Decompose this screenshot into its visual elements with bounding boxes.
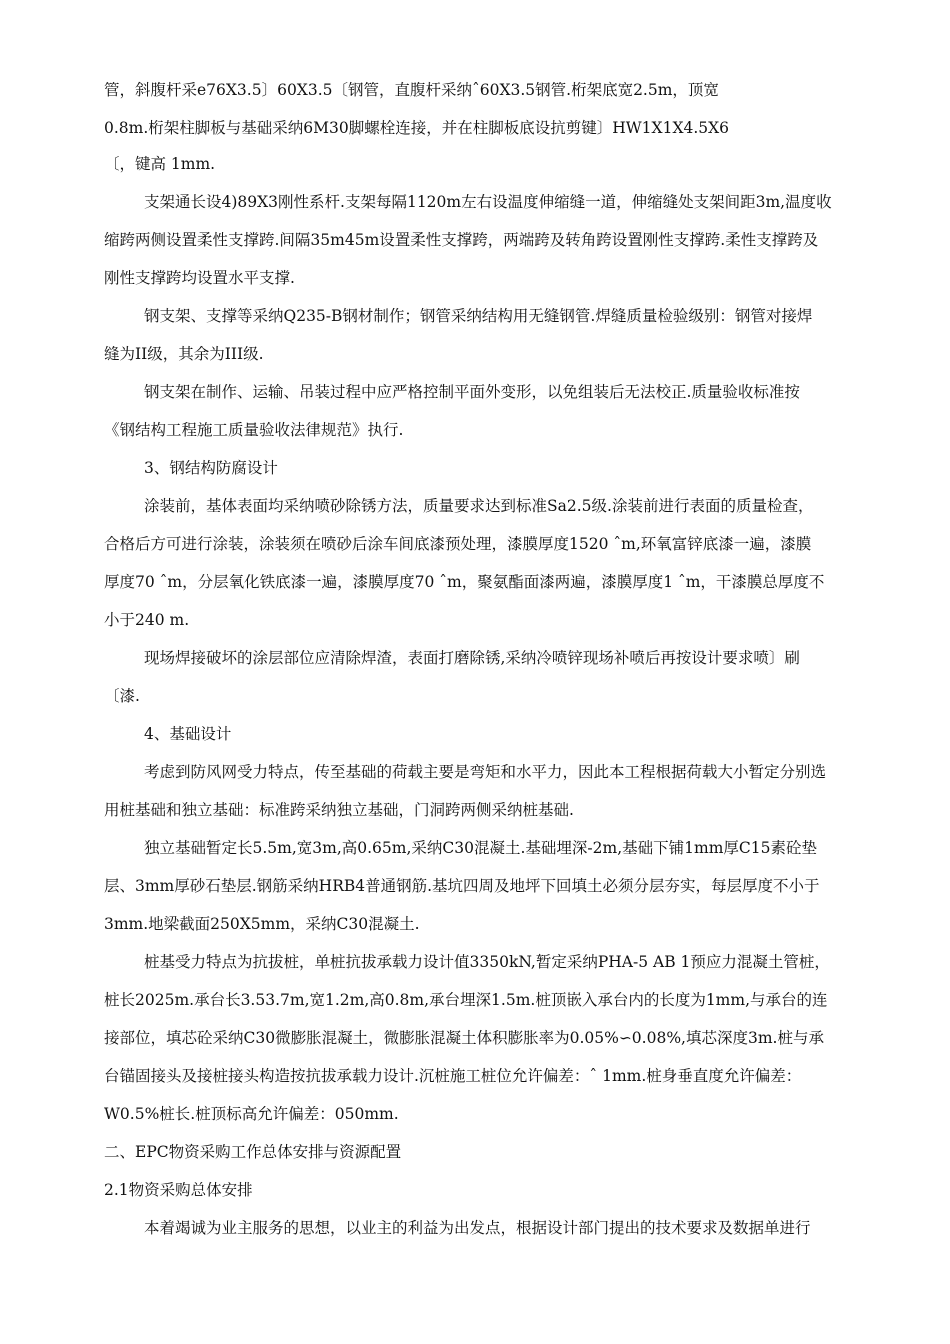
section-heading: 二、EPC物资采购工作总体安排与资源配置 xyxy=(104,1143,402,1161)
paragraph-line: 本着竭诚为业主服务的思想，以业主的利益为出发点，根据设计部门提出的技术要求及数据单进行 xyxy=(144,1219,811,1237)
paragraph-line: 桩基受力特点为抗拔桩，单桩抗拔承载力设计值3350kN,暂定采纳PHA-5 AB 1预应力混凝土管桩， xyxy=(144,953,830,971)
paragraph-line: 接部位，填芯砼采纳C30微膨胀混凝土，微膨胀混凝土体积膨胀率为0.05%∽0.08%,填芯深度3m.桩与承 xyxy=(104,1029,824,1047)
paragraph-line: 《钢结构工程施工质量验收法律规范》执行. xyxy=(104,421,404,439)
paragraph-line: 缝为II级，其余为III级. xyxy=(104,345,264,363)
paragraph-line: 台锚固接头及接桩接头构造按抗拔承载力设计.沉桩施工桩位允许偏差：ˆ 1mm.桩身垂直度允许偏差： xyxy=(104,1067,802,1085)
document-page xyxy=(104,78,894,1240)
paragraph-line: 独立基础暂定长5.5m,宽3m,高0.65m,采纳C30混凝土.基础埋深-2m,基础下铺1mm厚C15素砼垫 xyxy=(144,839,817,857)
paragraph-line: W0.5%桩长.桩顶标高允许偏差：050mm. xyxy=(104,1105,399,1123)
paragraph-line: 〔漆. xyxy=(104,687,140,705)
paragraph-line: 刚性支撑跨均设置水平支撑. xyxy=(104,269,295,287)
paragraph-line: 现场焊接破坏的涂层部位应清除焊渣，表面打磨除锈,采纳冷喷锌现场补喷后再按设计要求喷〕刷 xyxy=(144,649,800,667)
paragraph-line: 涂装前，基体表面均采纳喷砂除锈方法，质量要求达到标准Sa2.5级.涂装前进行表面的质量检查， xyxy=(144,497,814,515)
paragraph-line: 小于240 m. xyxy=(104,611,190,629)
paragraph-line: 合格后方可进行涂装，涂装须在喷砂后涂车间底漆预处理，漆膜厚度1520 ˆm,环氧富锌底漆一遍，漆膜 xyxy=(104,535,812,553)
section-heading: 4、基础设计 xyxy=(144,725,232,743)
paragraph-line: 钢支架、支撑等采纳Q235-B钢材制作；钢管采纳结构用无缝钢管.焊缝质量检验级别：钢管对接焊 xyxy=(144,307,813,325)
paragraph-line: 0.8m.桁架柱脚板与基础采纳6M30脚螺栓连接，并在柱脚板底设抗剪键〕HW1X1X4.5X6 xyxy=(104,119,730,137)
paragraph-line: 〔，键高 1mm. xyxy=(104,155,216,173)
paragraph-line: 缩跨两侧设置柔性支撑跨.间隔35m45m设置柔性支撑跨，两端跨及转角跨设置刚性支撑跨.柔性支撑跨及 xyxy=(104,231,819,249)
paragraph-line: 厚度70 ˆm，分层氧化铁底漆一遍，漆膜厚度70 ˆm，聚氨酯面漆两遍，漆膜厚度1 ˆm，干漆膜总厚度不 xyxy=(104,573,825,591)
paragraph-line: 层、3mm厚砂石垫层.钢筋采纳HRB4普通钢筋.基坑四周及地坪下回填土必须分层夯实，每层厚度不小于 xyxy=(104,877,820,895)
paragraph-line: 管，斜腹杆采e76X3.5〕60X3.5〔钢管，直腹杆采纳ˆ60X3.5钢管.桁架底宽2.5m，顶宽 xyxy=(104,81,719,99)
paragraph-line: 支架通长设4)89X3刚性系杆.支架每隔1120m左右设温度伸缩缝一道，伸缩缝处支架间距3m,温度收 xyxy=(144,193,832,211)
paragraph-line: 桩长2025m.承台长3.53.7m,宽1.2m,高0.8m,承台埋深1.5m.桩顶嵌入承台内的长度为1mm,与承台的连 xyxy=(104,991,828,1009)
paragraph-line: 用桩基础和独立基础：标准跨采纳独立基础，门洞跨两侧采纳桩基础. xyxy=(104,801,574,819)
paragraph-line: 钢支架在制作、运输、吊装过程中应严格控制平面外变形，以免组装后无法校正.质量验收标准按 xyxy=(144,383,800,401)
paragraph-line: 考虑到防风网受力特点，传至基础的荷载主要是弯矩和水平力，因此本工程根据荷载大小暂定分别选 xyxy=(144,763,827,781)
paragraph-line: 3mm.地梁截面250X5mm，采纳C30混凝土. xyxy=(104,915,420,933)
subsection-heading: 2.1物资采购总体安排 xyxy=(104,1181,253,1199)
section-heading: 3、钢结构防腐设计 xyxy=(144,459,278,477)
